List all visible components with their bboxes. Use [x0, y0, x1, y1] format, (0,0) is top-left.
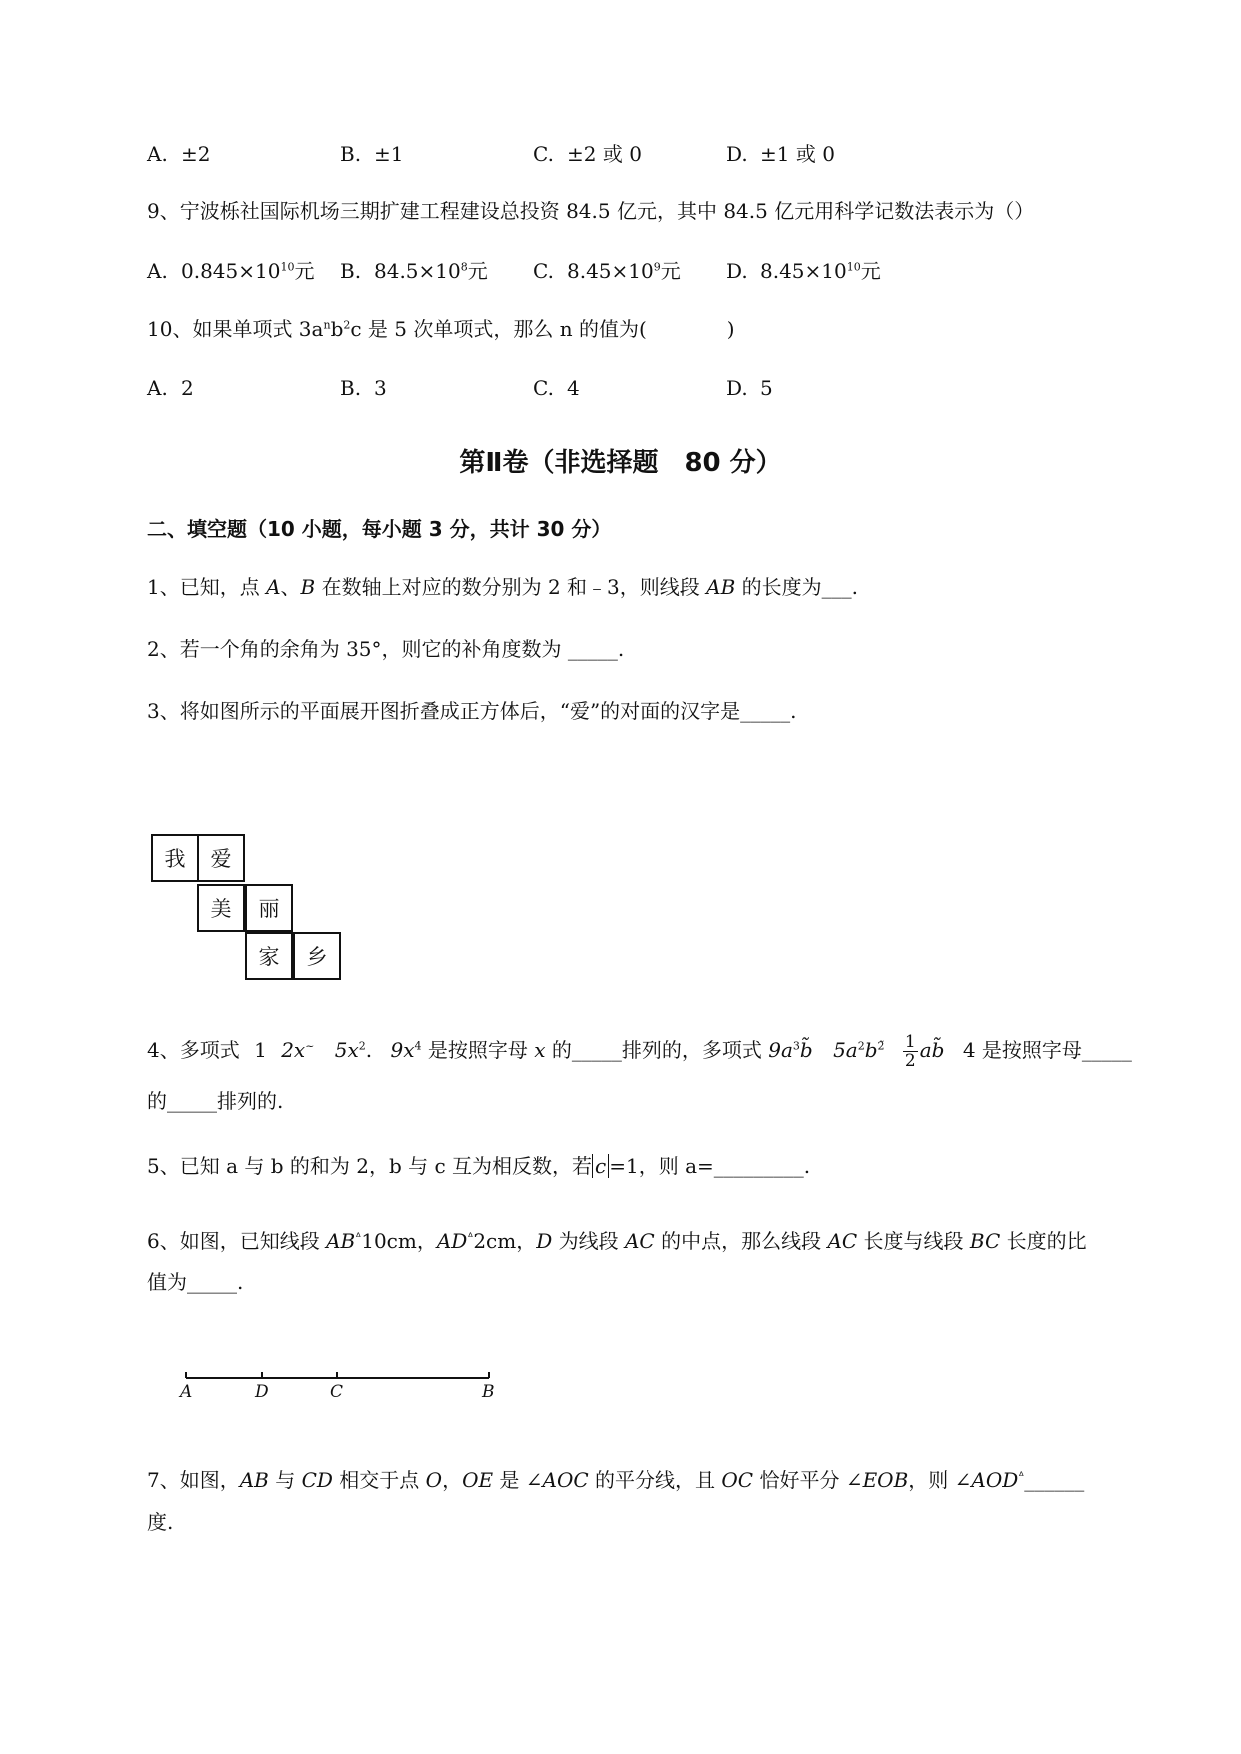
q10-option-b: B. 3	[340, 376, 387, 400]
fill-q4-line2: 的_____排列的.	[147, 1089, 284, 1113]
section-fill-blank-heading: 二、填空题（10 小题，每小题 3 分，共计 30 分）	[147, 517, 612, 541]
point-label-b: B	[482, 1382, 495, 1402]
fill-q3: 3、将如图所示的平面展开图折叠成正方体后，“爱”的对面的汉字是_____.	[147, 699, 797, 723]
q8-option-a: A. ±2	[147, 142, 211, 166]
fill-q1: 1、已知，点 A、B 在数轴上对应的数分别为 2 和﹣3，则线段 AB 的长度为___.	[147, 575, 858, 599]
q10-option-c: C. 4	[533, 376, 580, 400]
point-label-c: C	[330, 1382, 344, 1402]
q10-stem: 10、如果单项式 $3a^nb^2c$ 是 5 次单项式，那么 n 的值为( )	[147, 317, 735, 341]
net-cell-ai: 爱	[197, 834, 245, 882]
net-cell-wo: 我	[151, 834, 199, 882]
net-cell-li: 丽	[245, 884, 293, 932]
abs-value-c: c	[592, 1154, 609, 1178]
net-cell-mei: 美	[197, 884, 245, 932]
point-label-d: D	[255, 1382, 269, 1402]
part2-title: 第Ⅱ卷（非选择题 80 分）	[459, 448, 782, 478]
q9-option-b: B. $84.5\times 10^8$元	[340, 259, 488, 283]
q8-option-d: D. ±1 或 0	[726, 142, 835, 166]
q8-options	[147, 140, 1097, 168]
q10-options	[147, 374, 1097, 402]
net-cell-jia: 家	[245, 932, 293, 980]
q9-option-d: D. $8.45\times 10^{10}$元	[726, 259, 881, 283]
fill-q6-line2: 值为_____.	[147, 1270, 244, 1294]
q8-option-b: B. ±1	[340, 142, 404, 166]
fill-q5: 5、已知 a 与 b 的和为 2，b 与 c 互为相反数，若 c =1，则 a=_________.	[147, 1154, 811, 1178]
fraction-one-half: $\frac{1}{2}$	[904, 1032, 916, 1071]
q9-option-c: C. $8.45\times 10^9$元	[533, 259, 681, 283]
fill-q2: 2、若一个角的余角为 35°，则它的补角度数为 _____.	[147, 637, 625, 661]
q9-option-a: A. $0.845\times 10^{10}$元	[147, 259, 315, 283]
q9-stem: 9、宁波栎社国际机场三期扩建工程建设总投资 84.5 亿元，其中 84.5 亿元用科学记数法表示为（）	[147, 199, 1035, 223]
fill-q7: 7、如图，AB 与 CD 相交于点 O，OE 是 ∠AOC 的平分线，且 OC 恰好平分 ∠EOB，则 $\angle AOD^ᐞ\_\_\_\_\_\_$	[147, 1468, 1085, 1492]
q9-options	[147, 257, 1097, 285]
fill-q4: 4、多项式 1 2x~ $5x^2$. $9x^4$ 是按照字母 x 的_____排列的，多项式 $9a^3b̃$ $5a^2b^{2̃}$ $\frac{1}{2}$ ab̃ 4 是按照字母_____	[147, 1032, 1132, 1071]
point-label-a: A	[180, 1382, 193, 1402]
q8-option-c: C. ±2 或 0	[533, 142, 642, 166]
q10-option-a: A. 2	[147, 376, 194, 400]
q10-option-d: D. 5	[726, 376, 773, 400]
net-cell-xiang: 乡	[293, 932, 341, 980]
fill-q7-line2: 度.	[147, 1510, 174, 1534]
fill-q6: 6、如图，已知线段 $AB^ᐞ10cm$，$AD^ᐞ2cm$，D 为线段 AC 的中点，那么线段 AC 长度与线段 BC 长度的比	[147, 1229, 1087, 1253]
